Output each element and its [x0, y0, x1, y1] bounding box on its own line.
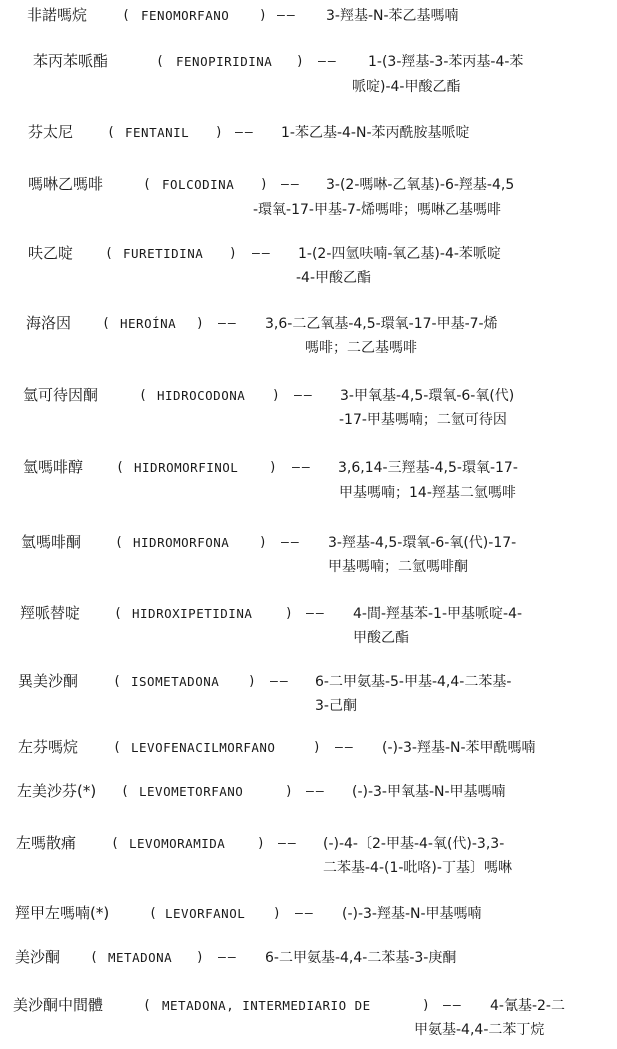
description-line-1: 6-二甲氨基-4,4-二苯基-3-庚酮 [265, 950, 457, 966]
spanish-name: HEROÍNA [120, 316, 177, 331]
chinese-name: 非諾嗎烷 [27, 6, 88, 24]
spanish-name: ISOMETADONA [131, 674, 220, 689]
spanish-name: FENOPIRIDINA [176, 54, 273, 69]
chinese-name: 左芬嗎烷 [18, 738, 79, 756]
spanish-name: FENTANIL [125, 125, 190, 140]
close-paren: ) [196, 950, 204, 965]
close-paren: ) [296, 54, 304, 69]
description-line-2: 甲酸乙酯 [353, 630, 409, 646]
description-line-2: 哌啶)-4-甲酸乙酯 [352, 79, 461, 95]
description-line-1: 3-甲氧基-4,5-環氧-6-氧(代) [340, 388, 515, 404]
chinese-name: 羥哌替啶 [20, 604, 81, 622]
close-paren: ) [196, 316, 204, 331]
description-line-1: 3-羥基-N-苯乙基嗎喃 [326, 8, 459, 24]
spanish-name: FENOMORFANO [141, 8, 230, 23]
open-paren: ( [113, 740, 121, 755]
separator: —— [306, 606, 326, 621]
close-paren: ) [272, 388, 280, 403]
separator: —— [252, 246, 272, 261]
chinese-name: 氫嗎啡醇 [23, 458, 84, 476]
separator: —— [443, 998, 463, 1013]
separator: —— [281, 535, 301, 550]
open-paren: ( [105, 246, 113, 261]
open-paren: ( [116, 460, 124, 475]
chinese-name: 左嗎散痛 [16, 834, 77, 852]
open-paren: ( [121, 784, 129, 799]
open-paren: ( [113, 674, 121, 689]
description-line-2: -4-甲酸乙酯 [296, 270, 372, 286]
description-line-2: 嗎啡；二乙基嗎啡 [305, 340, 417, 356]
chinese-name: 美沙酮 [15, 948, 61, 966]
chinese-name: 苯丙苯哌酯 [33, 52, 109, 70]
chinese-name: 芬太尼 [28, 123, 74, 141]
separator: —— [278, 836, 298, 851]
spanish-name: METADONA [108, 950, 173, 965]
close-paren: ) [215, 125, 223, 140]
close-paren: ) [313, 740, 321, 755]
chinese-name: 氫可待因酮 [23, 386, 99, 404]
separator: —— [294, 388, 314, 403]
open-paren: ( [143, 998, 151, 1013]
description-line-1: 1-(3-羥基-3-苯丙基-4-苯 [368, 54, 524, 70]
separator: —— [218, 316, 238, 331]
description-line-1: (-)-4-〔2-甲基-4-氧(代)-3,3- [323, 836, 505, 852]
open-paren: ( [156, 54, 164, 69]
open-paren: ( [102, 316, 110, 331]
open-paren: ( [107, 125, 115, 140]
description-line-1: 1-(2-四氫呋喃-氧乙基)-4-苯哌啶 [298, 246, 501, 262]
description-line-2: 甲基嗎喃；14-羥基二氫嗎啡 [339, 485, 516, 501]
close-paren: ) [259, 535, 267, 550]
open-paren: ( [90, 950, 98, 965]
open-paren: ( [115, 535, 123, 550]
chinese-name: 呋乙啶 [28, 244, 74, 262]
spanish-name: LEVORFANOL [165, 906, 246, 921]
description-line-1: 3-羥基-4,5-環氧-6-氧(代)-17- [328, 535, 517, 551]
chinese-name: 羥甲左嗎喃(*) [15, 904, 110, 922]
separator: —— [270, 674, 290, 689]
separator: —— [295, 906, 315, 921]
close-paren: ) [285, 784, 293, 799]
description-line-1: 4-間-羥基苯-1-甲基哌啶-4- [353, 606, 523, 622]
close-paren: ) [248, 674, 256, 689]
open-paren: ( [139, 388, 147, 403]
close-paren: ) [273, 906, 281, 921]
chinese-name: 氫嗎啡酮 [21, 533, 82, 551]
description-line-1: 3,6,14-三羥基-4,5-環氧-17- [338, 460, 518, 476]
spanish-name: HIDROXIPETIDINA [132, 606, 253, 621]
separator: —— [277, 8, 297, 23]
description-line-2: -17-甲基嗎喃；二氫可待因 [339, 412, 507, 428]
open-paren: ( [114, 606, 122, 621]
description-line-2: 甲氨基-4,4-二苯丁烷 [414, 1022, 545, 1038]
open-paren: ( [122, 8, 130, 23]
open-paren: ( [149, 906, 157, 921]
close-paren: ) [257, 836, 265, 851]
spanish-name: LEVOMORAMIDA [129, 836, 226, 851]
spanish-name: HIDROMORFONA [133, 535, 230, 550]
spanish-name: FURETIDINA [123, 246, 204, 261]
description-line-2: 3-己酮 [315, 698, 357, 714]
close-paren: ) [422, 998, 430, 1013]
description-line-1: (-)-3-羥基-N-苯甲酰嗎喃 [382, 740, 536, 756]
chinese-name: 異美沙酮 [18, 672, 79, 690]
separator: —— [318, 54, 338, 69]
separator: —— [306, 784, 326, 799]
description-line-1: 6-二甲氨基-5-甲基-4,4-二苯基- [315, 674, 512, 690]
chinese-name: 嗎啉乙嗎啡 [28, 175, 104, 193]
description-line-2: -環氧-17-甲基-7-烯嗎啡；嗎啉乙基嗎啡 [253, 202, 501, 218]
separator: —— [292, 460, 312, 475]
chinese-name: 美沙酮中間體 [13, 996, 104, 1014]
spanish-name: HIDROCODONA [157, 388, 246, 403]
open-paren: ( [111, 836, 119, 851]
description-line-1: 1-苯乙基-4-N-苯丙酰胺基哌啶 [281, 125, 470, 141]
close-paren: ) [285, 606, 293, 621]
description-line-1: 3-(2-嗎啉-乙氧基)-6-羥基-4,5 [326, 177, 515, 193]
description-line-1: (-)-3-甲氧基-N-甲基嗎喃 [352, 784, 506, 800]
spanish-name: LEVOMETORFANO [139, 784, 244, 799]
close-paren: ) [229, 246, 237, 261]
spanish-name: FOLCODINA [162, 177, 235, 192]
close-paren: ) [259, 8, 267, 23]
chinese-name: 海洛因 [26, 314, 72, 332]
separator: —— [218, 950, 238, 965]
open-paren: ( [143, 177, 151, 192]
spanish-name: LEVOFENACILMORFANO [131, 740, 276, 755]
separator: —— [235, 125, 255, 140]
description-line-1: 4-氰基-2-二 [490, 998, 565, 1014]
chinese-name: 左美沙芬(*) [17, 782, 97, 800]
close-paren: ) [260, 177, 268, 192]
spanish-name: HIDROMORFINOL [134, 460, 239, 475]
description-line-2: 甲基嗎喃；二氫嗎啡酮 [328, 559, 468, 575]
close-paren: ) [269, 460, 277, 475]
separator: —— [281, 177, 301, 192]
description-line-2: 二苯基-4-(1-吡咯)-丁基〕嗎啉 [323, 860, 512, 876]
separator: —— [335, 740, 355, 755]
spanish-name: METADONA, INTERMEDIARIO DE [162, 998, 371, 1013]
description-line-1: 3,6-二乙氧基-4,5-環氧-17-甲基-7-烯 [265, 316, 498, 332]
description-line-1: (-)-3-羥基-N-甲基嗎喃 [342, 906, 482, 922]
